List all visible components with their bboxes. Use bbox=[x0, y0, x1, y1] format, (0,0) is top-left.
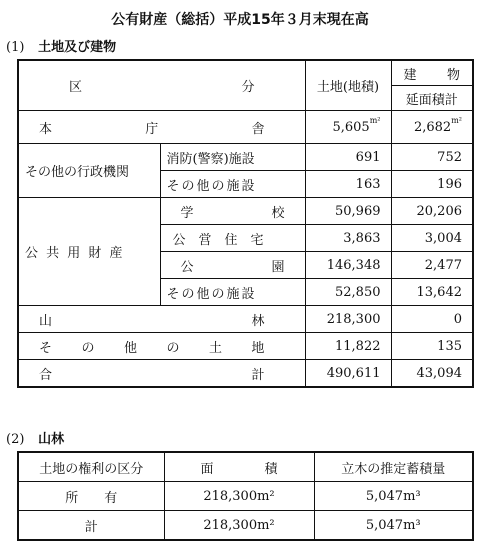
kokyo-item-label bbox=[160, 279, 305, 306]
kokyo-item-building: 3,004 bbox=[391, 225, 473, 252]
total-label bbox=[18, 360, 305, 388]
table-header-row bbox=[18, 60, 473, 86]
table-row bbox=[18, 198, 473, 225]
gyosei-item-building: 196 bbox=[391, 171, 473, 198]
honcho-land-value: 5,605 bbox=[332, 119, 370, 135]
table-row bbox=[18, 333, 473, 360]
label-left: 合 bbox=[39, 367, 53, 383]
forest-building: 0 bbox=[391, 306, 473, 333]
forest-table bbox=[17, 451, 474, 541]
kokyo-item-building: 20,206 bbox=[391, 198, 473, 225]
building-header-right: 物 bbox=[446, 67, 460, 83]
honcho-land bbox=[305, 111, 391, 144]
land-header: 土地(地積) bbox=[305, 60, 391, 111]
other-land-label bbox=[18, 333, 305, 360]
label-left: 面 bbox=[200, 461, 214, 477]
gyosei-item-land: 163 bbox=[305, 171, 391, 198]
section-2-heading bbox=[6, 428, 64, 447]
volume-header: 立木の推定蓄積量 bbox=[314, 452, 473, 482]
label-right: 積 bbox=[264, 461, 278, 477]
section-2-name: 山林 bbox=[38, 432, 65, 447]
table-row bbox=[18, 144, 473, 171]
honcho-label bbox=[18, 111, 305, 144]
total-row bbox=[18, 360, 473, 388]
section-2-number: (2) bbox=[6, 432, 25, 447]
label-char: 土 bbox=[208, 340, 222, 356]
label-right: 園 bbox=[271, 259, 285, 275]
label-right: 校 bbox=[271, 205, 285, 221]
honcho-char: 庁 bbox=[145, 121, 159, 137]
label-right: 林 bbox=[251, 313, 265, 329]
gyosei-item-label: その他の施設 bbox=[160, 171, 305, 198]
area-header bbox=[164, 452, 314, 482]
label-left: 山 bbox=[39, 313, 53, 329]
unit-label: m² bbox=[369, 115, 381, 125]
category-header-left: 区 bbox=[69, 80, 83, 95]
label-left: 公 営 住 宅 bbox=[172, 232, 264, 248]
table-row bbox=[18, 306, 473, 333]
kokyo-group-label: 公 共 用 財 産 bbox=[18, 198, 160, 306]
label-char: の bbox=[166, 340, 180, 356]
label-left: その他の施設 bbox=[166, 286, 257, 302]
section-1-number: (1) bbox=[6, 40, 25, 55]
honcho-building bbox=[391, 111, 473, 144]
forest-land: 218,300 bbox=[305, 306, 391, 333]
kokyo-item-land: 146,348 bbox=[305, 252, 391, 279]
total-land: 490,611 bbox=[305, 360, 391, 388]
table-row bbox=[18, 482, 473, 511]
gyosei-item-land: 691 bbox=[305, 144, 391, 171]
ownership-area: 218,300m² bbox=[164, 482, 314, 511]
ownership-label: 所 有 bbox=[18, 482, 164, 511]
other-land-building: 135 bbox=[391, 333, 473, 360]
table-header-row bbox=[18, 452, 473, 482]
total-row bbox=[18, 511, 473, 541]
honcho-char: 本 bbox=[39, 121, 53, 137]
table-row bbox=[18, 111, 473, 144]
label-right: 計 bbox=[251, 367, 265, 383]
forest-total-label: 計 bbox=[18, 511, 164, 541]
label-char: 他 bbox=[123, 340, 137, 356]
kokyo-item-label bbox=[160, 225, 305, 252]
label-left: 公 bbox=[180, 259, 194, 275]
floor-area-header: 延面積計 bbox=[391, 86, 473, 111]
right-category-header: 土地の権利の区分 bbox=[18, 452, 164, 482]
document-title: 公有財産（総括）平成15年３月末現在高 bbox=[111, 12, 369, 28]
label-char: そ bbox=[39, 340, 53, 356]
kokyo-item-land: 50,969 bbox=[305, 198, 391, 225]
land-buildings-table bbox=[17, 59, 474, 388]
category-header bbox=[18, 60, 305, 111]
label-char: 地 bbox=[251, 340, 265, 356]
honcho-char: 舎 bbox=[251, 121, 265, 137]
gyosei-item-label: 消防(警察)施設 bbox=[160, 144, 305, 171]
section-1-name: 土地及び建物 bbox=[38, 40, 117, 55]
kokyo-item-label bbox=[160, 252, 305, 279]
kokyo-item-building: 13,642 bbox=[391, 279, 473, 306]
kokyo-item-land: 52,850 bbox=[305, 279, 391, 306]
gyosei-item-building: 752 bbox=[391, 144, 473, 171]
forest-total-volume: 5,047m³ bbox=[314, 511, 473, 541]
label-left: 学 bbox=[180, 205, 194, 221]
forest-total-area: 218,300m² bbox=[164, 511, 314, 541]
category-header-right: 分 bbox=[241, 80, 255, 95]
kokyo-item-building: 2,477 bbox=[391, 252, 473, 279]
other-land-land: 11,822 bbox=[305, 333, 391, 360]
gyosei-group-label: その他の行政機関 bbox=[18, 144, 160, 198]
section-1-heading bbox=[6, 36, 116, 55]
total-building: 43,094 bbox=[391, 360, 473, 388]
honcho-building-value: 2,682 bbox=[413, 119, 452, 135]
unit-label: m² bbox=[451, 115, 462, 125]
kokyo-item-label bbox=[160, 198, 305, 225]
ownership-volume: 5,047m³ bbox=[314, 482, 473, 511]
forest-label bbox=[18, 306, 305, 333]
kokyo-item-land: 3,863 bbox=[305, 225, 391, 252]
building-header-left: 建 bbox=[403, 67, 417, 83]
building-header bbox=[391, 60, 473, 86]
label-char: の bbox=[81, 340, 95, 356]
